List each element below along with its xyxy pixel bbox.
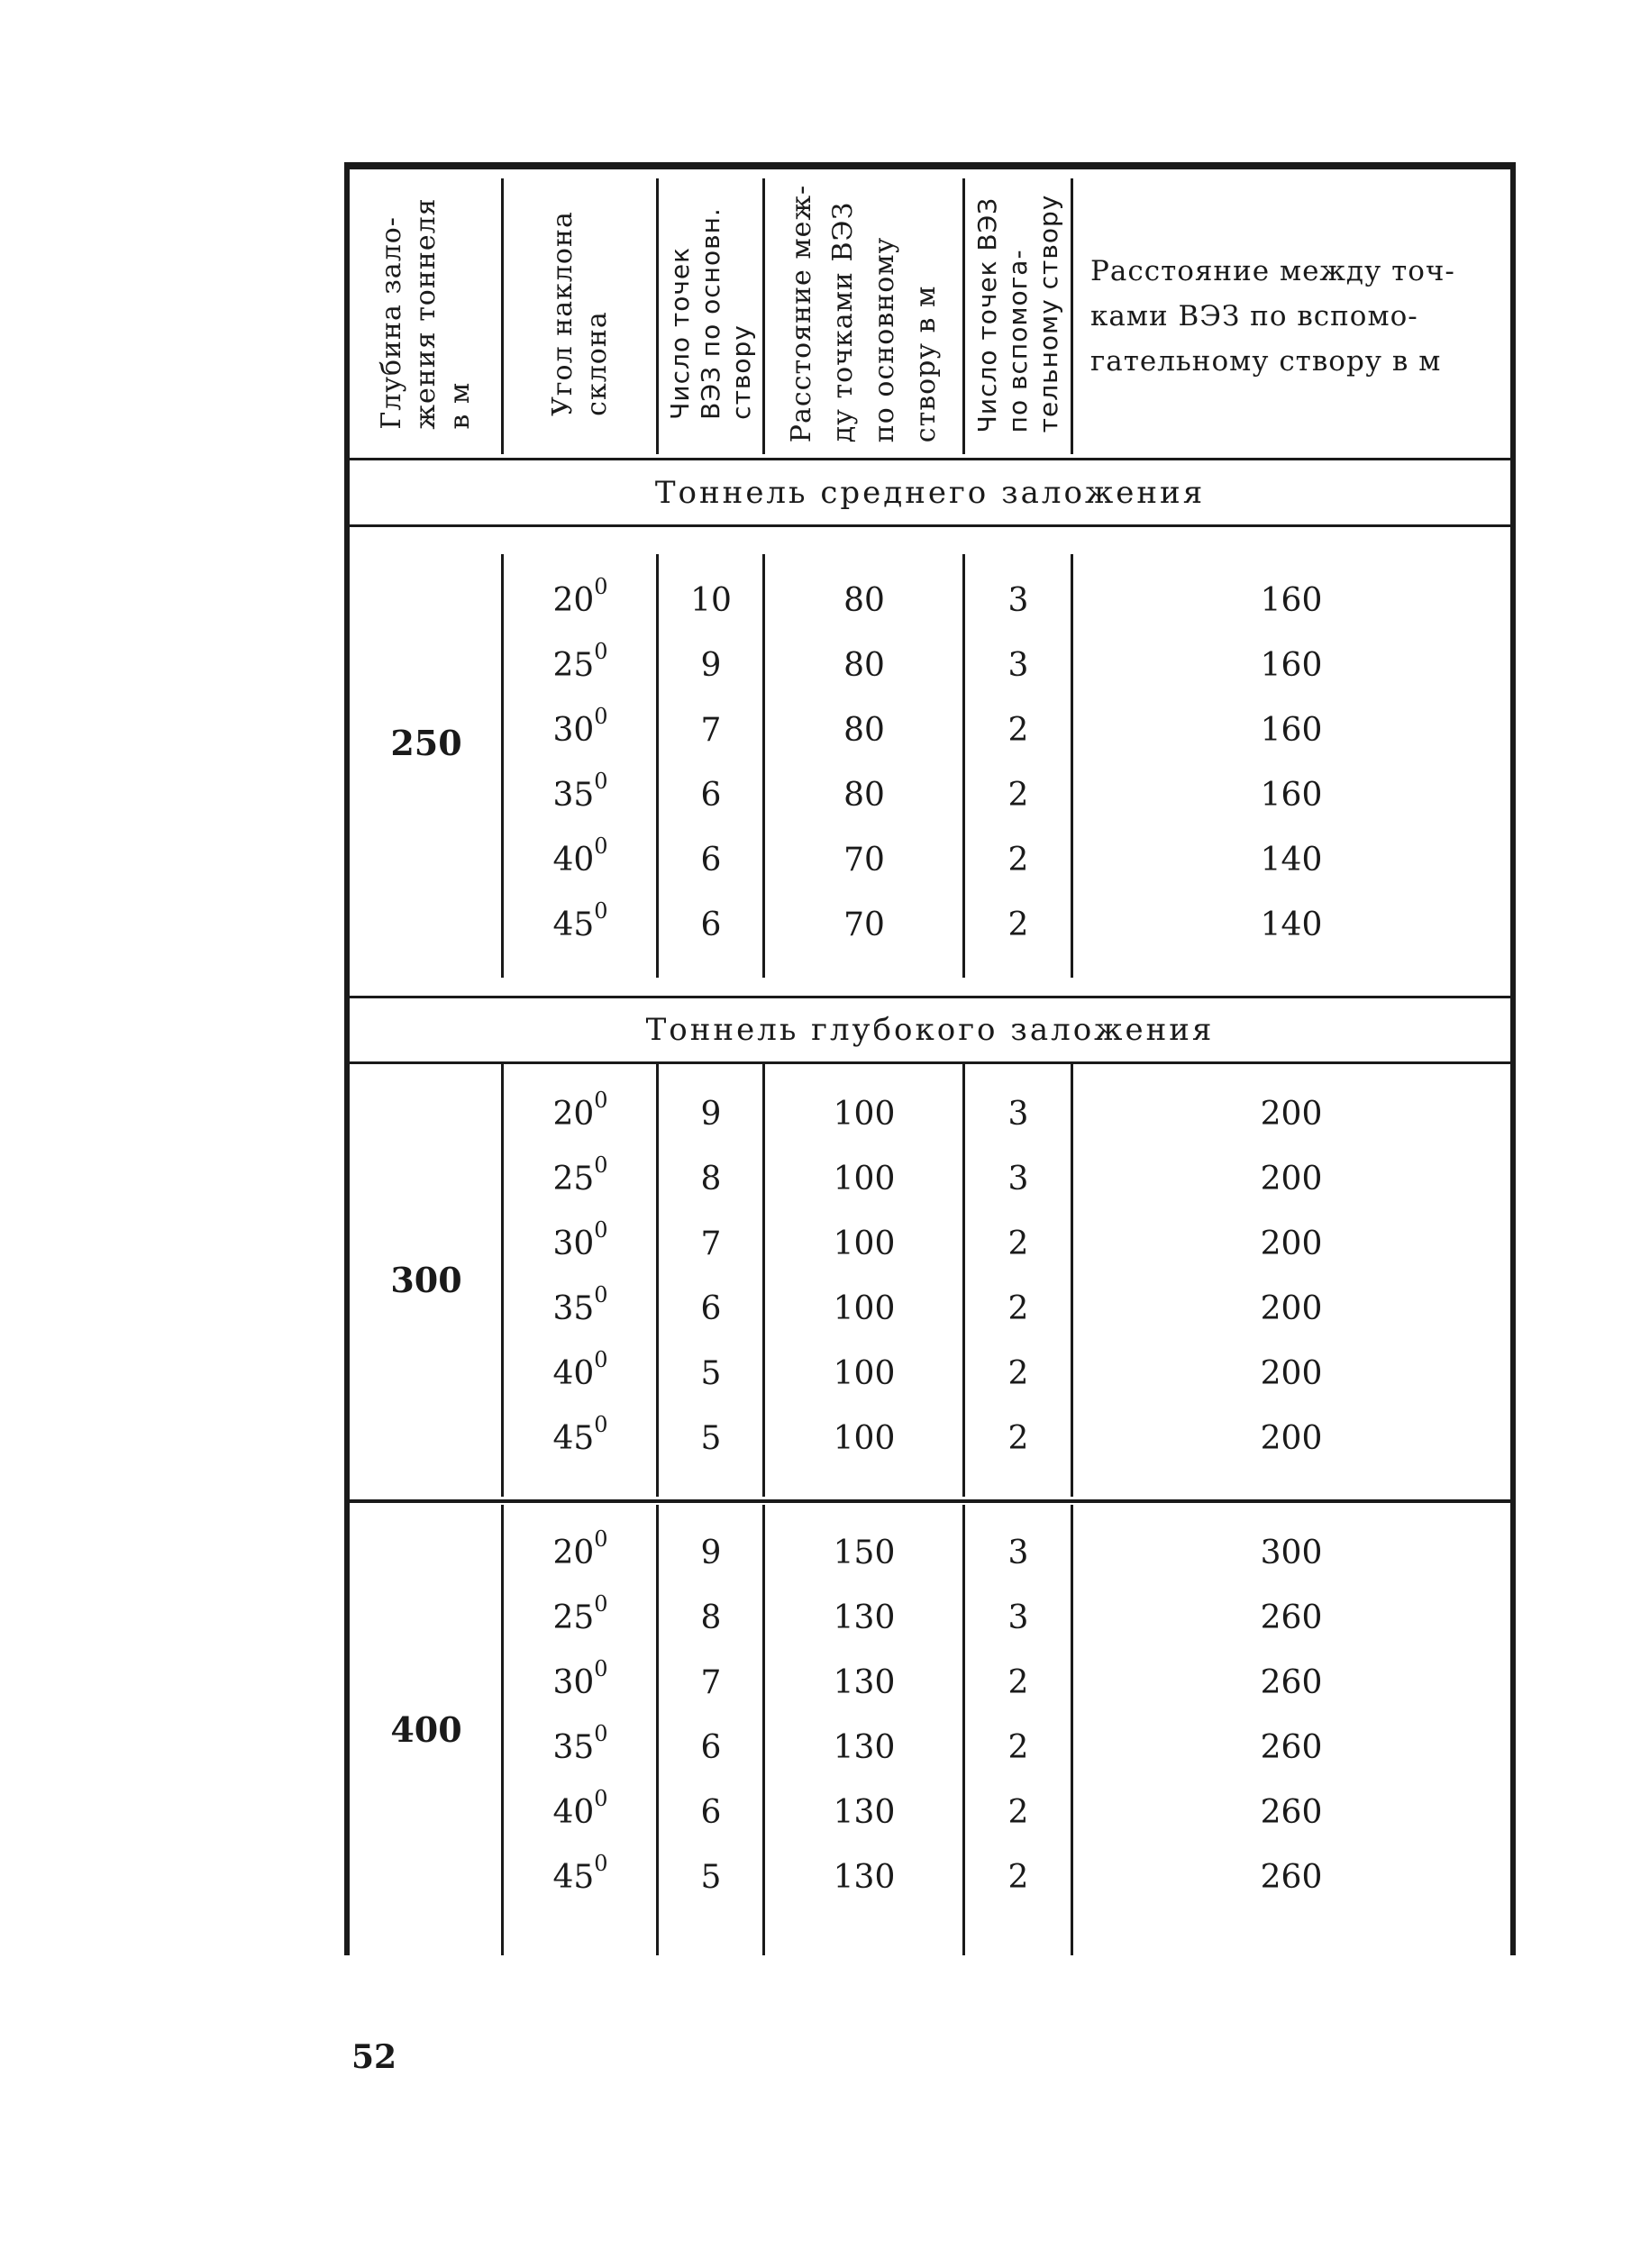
angle-cell: $20^0$ <box>552 574 608 619</box>
header-points-main-cell <box>658 169 764 458</box>
dist-aux-cell: 200 <box>1260 1420 1323 1457</box>
group-300 <box>350 1064 1510 1497</box>
dist-aux-cell: 300 <box>1260 1535 1323 1571</box>
table-row <box>350 1082 1510 1147</box>
page-number: 52 <box>351 2038 397 2076</box>
points-main-cell: 5 <box>700 1355 722 1392</box>
group-rule <box>350 1499 1510 1503</box>
angle-cell: $40^0$ <box>552 1347 608 1392</box>
table-row <box>350 828 1510 893</box>
points-aux-cell: 3 <box>1007 1599 1029 1636</box>
points-aux-cell: 2 <box>1007 777 1029 814</box>
angle-cell: $30^0$ <box>552 1217 608 1262</box>
angle-cell: $40^0$ <box>552 1786 608 1831</box>
dist-aux-cell: 160 <box>1260 647 1323 684</box>
points-aux-cell: 2 <box>1007 1664 1029 1701</box>
points-main-cell: 6 <box>700 1290 722 1327</box>
points-aux-cell: 2 <box>1007 906 1029 943</box>
dist-main-cell: 130 <box>833 1729 896 1766</box>
dist-main-cell: 80 <box>843 647 885 684</box>
angle-cell: $25^0$ <box>552 639 608 684</box>
table-row <box>350 1521 1510 1586</box>
table-row <box>350 1407 1510 1471</box>
dist-aux-cell: 200 <box>1260 1096 1323 1133</box>
group-400 <box>350 1505 1510 1955</box>
points-aux-cell: 3 <box>1007 1161 1029 1198</box>
angle-cell: $40^0$ <box>552 833 608 879</box>
angle-cell: $35^0$ <box>552 1282 608 1327</box>
points-main-cell: 6 <box>700 1729 722 1766</box>
dist-main-cell: 130 <box>833 1794 896 1831</box>
depth-value: 400 <box>390 1709 462 1750</box>
points-main-cell: 6 <box>700 906 722 943</box>
dist-aux-cell: 260 <box>1260 1664 1323 1701</box>
dist-aux-cell: 200 <box>1260 1355 1323 1392</box>
points-aux-cell: 2 <box>1007 1794 1029 1831</box>
table-row <box>350 893 1510 958</box>
dist-main-cell: 100 <box>833 1420 896 1457</box>
points-main-cell: 9 <box>700 647 722 684</box>
angle-cell: $45^0$ <box>552 1851 608 1896</box>
header-dist-main: Расстояние меж- ду точками ВЭЗ по основному створу в м <box>786 184 942 443</box>
points-aux-cell: 2 <box>1007 712 1029 749</box>
depth-value: 250 <box>390 723 462 763</box>
points-main-cell: 8 <box>700 1161 722 1198</box>
dist-aux-cell: 260 <box>1260 1729 1323 1766</box>
table-row <box>350 1147 1510 1212</box>
angle-cell: $25^0$ <box>552 1591 608 1636</box>
table-row <box>350 1342 1510 1407</box>
points-main-cell: 9 <box>700 1535 722 1571</box>
angle-cell: $35^0$ <box>552 1721 608 1766</box>
dist-main-cell: 80 <box>843 582 885 619</box>
points-main-cell: 7 <box>700 1664 722 1701</box>
points-main-cell: 8 <box>700 1599 722 1636</box>
header-depth: Глубина зало- жения тоннеля в м <box>376 197 476 430</box>
dist-main-cell: 130 <box>833 1859 896 1896</box>
section-title-medium: Тоннель среднего заложения <box>654 475 1206 511</box>
dist-aux-cell: 160 <box>1260 777 1323 814</box>
dist-main-cell: 130 <box>833 1664 896 1701</box>
points-aux-cell: 2 <box>1007 1225 1029 1262</box>
header-depth-cell <box>350 169 503 458</box>
points-main-cell: 5 <box>700 1420 722 1457</box>
points-main-cell: 6 <box>700 1794 722 1831</box>
points-aux-cell: 2 <box>1007 1420 1029 1457</box>
points-main-cell: 6 <box>700 842 722 879</box>
angle-cell: $20^0$ <box>552 1088 608 1133</box>
dist-main-cell: 100 <box>833 1290 896 1327</box>
header-points-main: Число точек ВЭЗ по основн. створу <box>665 207 756 420</box>
angle-cell: $35^0$ <box>552 769 608 814</box>
table-row <box>350 1651 1510 1716</box>
table-row <box>350 763 1510 828</box>
table-row <box>350 1212 1510 1277</box>
dist-aux-cell: 200 <box>1260 1161 1323 1198</box>
dist-aux-cell: 140 <box>1260 842 1323 879</box>
table-top-border <box>344 162 1516 169</box>
points-aux-cell: 3 <box>1007 1535 1029 1571</box>
points-main-cell: 5 <box>700 1859 722 1896</box>
angle-cell: $30^0$ <box>552 704 608 749</box>
dist-main-cell: 100 <box>833 1225 896 1262</box>
angle-cell: $30^0$ <box>552 1656 608 1701</box>
dist-main-cell: 150 <box>833 1535 896 1571</box>
table-row <box>350 698 1510 763</box>
header-points-aux: Число точек ВЭЗ по вспомога- тельному створу <box>972 194 1063 433</box>
header-points-aux-cell <box>964 169 1072 458</box>
dist-main-cell: 100 <box>833 1161 896 1198</box>
header-dist-aux-cell <box>1072 169 1510 458</box>
header-angle-cell <box>503 169 658 458</box>
table-row <box>350 633 1510 698</box>
dist-aux-cell: 200 <box>1260 1225 1323 1262</box>
dist-main-cell: 100 <box>833 1096 896 1133</box>
dist-aux-cell: 140 <box>1260 906 1323 943</box>
header-dist-aux: Расстояние между точ- ками ВЭЗ по вспомо- гательному створу в м <box>1090 255 1455 378</box>
dist-aux-cell: 260 <box>1260 1859 1323 1896</box>
points-main-cell: 7 <box>700 712 722 749</box>
points-aux-cell: 3 <box>1007 647 1029 684</box>
header-angle: Угол наклона склона <box>547 211 613 416</box>
points-aux-cell: 3 <box>1007 582 1029 619</box>
points-main-cell: 9 <box>700 1096 722 1133</box>
points-aux-cell: 2 <box>1007 1729 1029 1766</box>
dist-aux-cell: 260 <box>1260 1599 1323 1636</box>
points-aux-cell: 2 <box>1007 1290 1029 1327</box>
points-aux-cell: 2 <box>1007 1859 1029 1896</box>
section-title-deep: Тоннель глубокого заложения <box>645 1012 1215 1048</box>
points-aux-cell: 2 <box>1007 1355 1029 1392</box>
table-row <box>350 1716 1510 1781</box>
dist-main-cell: 100 <box>833 1355 896 1392</box>
dist-aux-cell: 160 <box>1260 712 1323 749</box>
angle-cell: $45^0$ <box>552 898 608 943</box>
table-row <box>350 1277 1510 1342</box>
table-header <box>350 169 1510 458</box>
points-main-cell: 10 <box>690 582 732 619</box>
dist-aux-cell: 200 <box>1260 1290 1323 1327</box>
header-bottom-rule <box>350 458 1510 460</box>
angle-cell: $45^0$ <box>552 1412 608 1457</box>
table-right-border <box>1510 162 1516 1955</box>
angle-cell: $20^0$ <box>552 1526 608 1571</box>
dist-aux-cell: 160 <box>1260 582 1323 619</box>
points-main-cell: 7 <box>700 1225 722 1262</box>
dist-main-cell: 70 <box>843 906 885 943</box>
dist-main-cell: 80 <box>843 777 885 814</box>
depth-value: 300 <box>390 1260 462 1300</box>
dist-main-cell: 130 <box>833 1599 896 1636</box>
table-row <box>350 569 1510 633</box>
dist-main-cell: 80 <box>843 712 885 749</box>
angle-cell: $25^0$ <box>552 1152 608 1198</box>
points-main-cell: 6 <box>700 777 722 814</box>
table-row <box>350 1845 1510 1910</box>
table-row <box>350 1586 1510 1651</box>
header-dist-main-cell <box>764 169 964 458</box>
dist-main-cell: 70 <box>843 842 885 879</box>
table-row <box>350 1781 1510 1845</box>
dist-aux-cell: 260 <box>1260 1794 1323 1831</box>
survey-table <box>344 162 1516 1955</box>
points-aux-cell: 3 <box>1007 1096 1029 1133</box>
points-aux-cell: 2 <box>1007 842 1029 879</box>
